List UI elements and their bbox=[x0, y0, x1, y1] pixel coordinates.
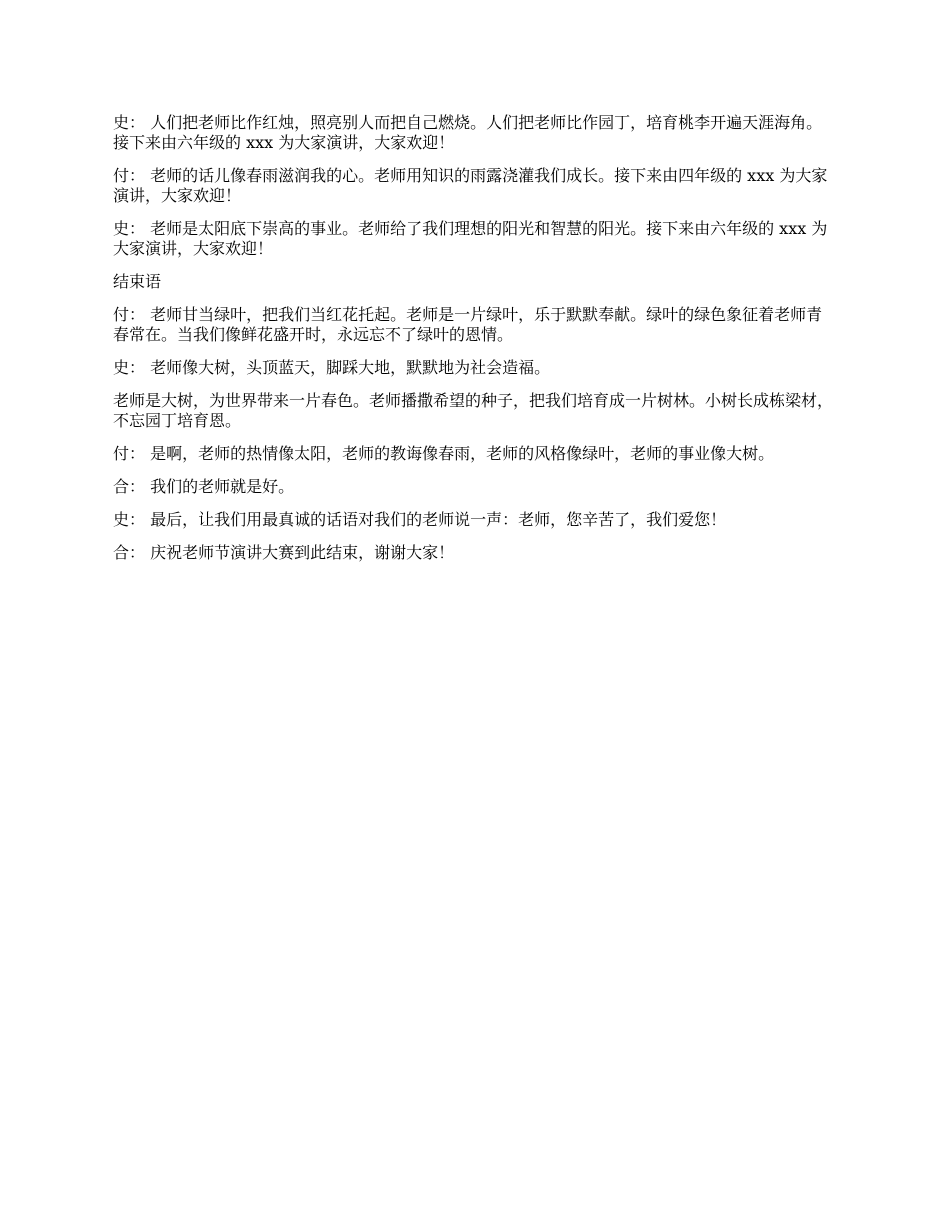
paragraph-together-1: 合： 我们的老师就是好。 bbox=[113, 477, 295, 496]
paragraph-tree-spring: 老师是大树，为世界带来一片春色。老师播撒希望的种子，把我们培育成一片树林。小树长成栋梁材，不忘园丁培育恩。 bbox=[113, 391, 834, 430]
paragraph-shi-intro-1: 史： 人们把老师比作红烛，照亮别人而把自己燃烧。人们把老师比作园丁，培育桃李开遍天涯海角。接下来由六年级的 xxx 为大家演讲，大家欢迎！ bbox=[113, 113, 823, 152]
paragraph-fu-green-leaf: 付： 老师甘当绿叶，把我们当红花托起。老师是一片绿叶，乐于默默奉献。绿叶的绿色象征着老师青春常在。当我们像鲜花盛开时，永远忘不了绿叶的恩情。 bbox=[113, 305, 823, 344]
paragraph-shi-intro-3: 史： 老师是太阳底下崇高的事业。老师给了我们理想的阳光和智慧的阳光。接下来由六年级的 xxx 为大家演讲，大家欢迎！ bbox=[113, 219, 828, 258]
paragraph-together-closing: 合： 庆祝老师节演讲大赛到此结束，谢谢大家！ bbox=[113, 543, 455, 562]
paragraph-fu-intro-2: 付： 老师的话儿像春雨滋润我的心。老师用知识的雨露浇灌我们成长。接下来由四年级的 xxx 为大家演讲，大家欢迎！ bbox=[113, 166, 828, 205]
paragraph-shi-big-tree: 史： 老师像大树，头顶蓝天，脚踩大地，默默地为社会造福。 bbox=[113, 358, 551, 377]
document-body bbox=[113, 113, 837, 576]
paragraph-fu-summary: 付： 是啊，老师的热情像太阳，老师的教诲像春雨，老师的风格像绿叶，老师的事业像大树。 bbox=[113, 444, 775, 463]
paragraph-shi-thanks: 史： 最后，让我们用最真诚的话语对我们的老师说一声：老师，您辛苦了，我们爱您！ bbox=[113, 510, 727, 529]
section-heading-closing: 结束语 bbox=[113, 272, 162, 291]
